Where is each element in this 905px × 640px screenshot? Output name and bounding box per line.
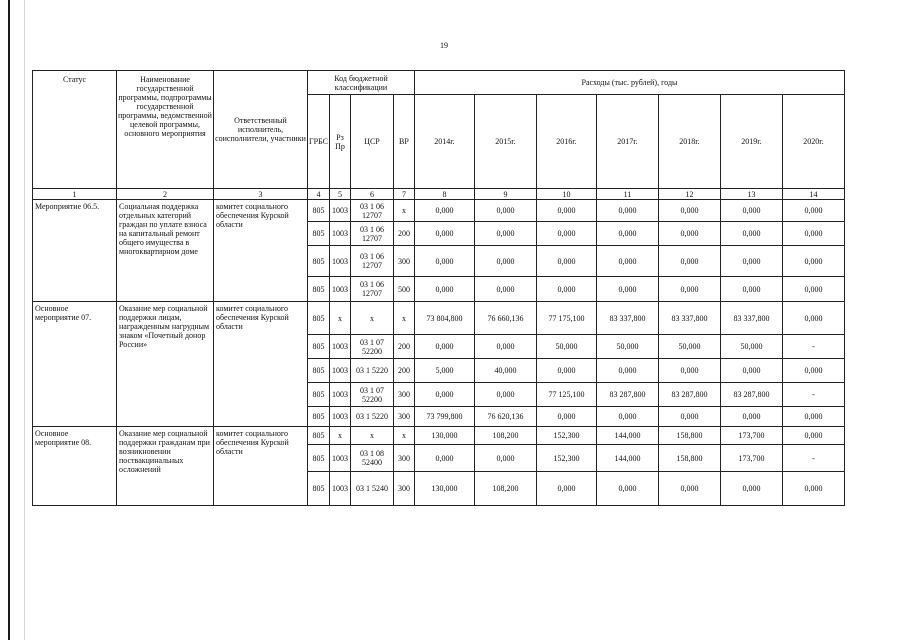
cell-amount: -: [782, 335, 844, 359]
page-edge-shadow: [24, 0, 25, 640]
cell-rzpr: x: [329, 302, 350, 335]
column-number: 6: [350, 189, 393, 200]
cell-amount: 0,000: [536, 246, 596, 277]
cell-amount: 0,000: [596, 200, 658, 222]
cell-amount: 0,000: [414, 200, 474, 222]
cell-amount: 0,000: [414, 335, 474, 359]
cell-amount: 0,000: [658, 359, 720, 383]
cell-amount: 0,000: [474, 246, 536, 277]
cell-rzpr: 1003: [329, 335, 350, 359]
header-year: 2014г.: [414, 95, 474, 189]
cell-amount: 83 287,800: [658, 383, 720, 407]
cell-amount: 173,700: [720, 445, 782, 472]
column-number: 9: [474, 189, 536, 200]
cell-amount: 0,000: [414, 246, 474, 277]
cell-amount: 0,000: [596, 407, 658, 427]
cell-csr: 03 1 5220: [350, 407, 393, 427]
cell-rzpr: 1003: [329, 246, 350, 277]
cell-csr: 03 1 5240: [350, 472, 393, 506]
cell-amount: 0,000: [474, 222, 536, 246]
cell-amount: 77 175,100: [536, 302, 596, 335]
cell-vr: x: [393, 427, 414, 445]
cell-rzpr: 1003: [329, 472, 350, 506]
cell-csr: 03 1 06 12707: [350, 200, 393, 222]
cell-amount: 0,000: [596, 222, 658, 246]
cell-amount: 108,200: [474, 472, 536, 506]
cell-amount: 83 287,800: [720, 383, 782, 407]
cell-amount: 130,000: [414, 427, 474, 445]
cell-amount: 77 125,100: [536, 383, 596, 407]
cell-vr: x: [393, 200, 414, 222]
cell-amount: 0,000: [474, 445, 536, 472]
cell-csr: 03 1 5220: [350, 359, 393, 383]
cell-csr: 03 1 07 52200: [350, 335, 393, 359]
cell-vr: 300: [393, 472, 414, 506]
cell-amount: 0,000: [782, 472, 844, 506]
cell-amount: 0,000: [720, 359, 782, 383]
cell-amount: 0,000: [536, 407, 596, 427]
cell-grbs: 805: [308, 335, 330, 359]
cell-amount: 73 804,800: [414, 302, 474, 335]
cell-amount: 83 337,800: [596, 302, 658, 335]
row-name: Оказание мер социальной поддержки лицам, награжденным нагрудным знаком «Почетный донор России»: [117, 302, 214, 427]
header-grbs: ГРБС: [308, 95, 330, 189]
cell-amount: 0,000: [658, 472, 720, 506]
cell-amount: 144,000: [596, 445, 658, 472]
cell-amount: 0,000: [658, 407, 720, 427]
cell-grbs: 805: [308, 472, 330, 506]
cell-amount: 0,000: [474, 277, 536, 302]
cell-amount: 0,000: [720, 222, 782, 246]
cell-amount: 0,000: [658, 246, 720, 277]
header-expenses-group: Расходы (тыс. рублей), годы: [414, 71, 844, 95]
cell-vr: 200: [393, 359, 414, 383]
cell-vr: 300: [393, 407, 414, 427]
cell-csr: 03 1 07 52200: [350, 383, 393, 407]
cell-amount: 0,000: [720, 246, 782, 277]
cell-vr: 300: [393, 445, 414, 472]
cell-grbs: 805: [308, 200, 330, 222]
cell-amount: 50,000: [536, 335, 596, 359]
header-name: Наименование государственной программы, подпрограммы государственной программы, ведомственной целевой программы, основного мероприятия: [117, 71, 214, 189]
cell-amount: 152,300: [536, 445, 596, 472]
cell-amount: 0,000: [782, 407, 844, 427]
cell-vr: 200: [393, 335, 414, 359]
cell-amount: 0,000: [536, 472, 596, 506]
header-rzpr: Рз Пр: [329, 95, 350, 189]
budget-table: [32, 70, 845, 506]
cell-amount: 0,000: [658, 200, 720, 222]
cell-amount: 0,000: [596, 277, 658, 302]
column-number: 11: [596, 189, 658, 200]
row-responsible: комитет социального обеспечения Курской области: [214, 200, 308, 302]
cell-amount: 0,000: [596, 472, 658, 506]
cell-grbs: 805: [308, 359, 330, 383]
page-number: 19: [440, 41, 448, 50]
column-number: 14: [782, 189, 844, 200]
cell-amount: 0,000: [720, 277, 782, 302]
cell-grbs: 805: [308, 407, 330, 427]
header-csr: ЦСР: [350, 95, 393, 189]
cell-amount: 0,000: [782, 302, 844, 335]
cell-amount: 0,000: [414, 277, 474, 302]
cell-vr: 300: [393, 383, 414, 407]
cell-amount: 50,000: [596, 335, 658, 359]
cell-amount: 0,000: [782, 200, 844, 222]
cell-amount: 50,000: [720, 335, 782, 359]
column-number: 5: [329, 189, 350, 200]
cell-amount: 0,000: [596, 359, 658, 383]
cell-amount: 0,000: [782, 277, 844, 302]
cell-amount: 0,000: [414, 222, 474, 246]
cell-amount: 0,000: [414, 445, 474, 472]
column-number: 7: [393, 189, 414, 200]
cell-csr: x: [350, 302, 393, 335]
cell-grbs: 805: [308, 383, 330, 407]
cell-csr: x: [350, 427, 393, 445]
header-year: 2018г.: [658, 95, 720, 189]
row-name: Социальная поддержка отдельных категорий граждан по уплате взноса на капитальный ремонт общего имущества в многоквартирном доме: [117, 200, 214, 302]
header-year: 2015г.: [474, 95, 536, 189]
row-responsible: комитет социального обеспечения Курской области: [214, 427, 308, 506]
cell-grbs: 805: [308, 246, 330, 277]
cell-grbs: 805: [308, 445, 330, 472]
cell-vr: 200: [393, 222, 414, 246]
cell-rzpr: 1003: [329, 222, 350, 246]
column-number: 8: [414, 189, 474, 200]
column-number: 12: [658, 189, 720, 200]
cell-csr: 03 1 06 12707: [350, 277, 393, 302]
column-number: 2: [117, 189, 214, 200]
row-status: Основное мероприятие 08.: [33, 427, 117, 506]
cell-amount: -: [782, 445, 844, 472]
header-code-group: Код бюджетной классификации: [308, 71, 415, 95]
cell-amount: 144,000: [596, 427, 658, 445]
cell-amount: 108,200: [474, 427, 536, 445]
row-status: Мероприятие 06.5.: [33, 200, 117, 302]
column-number: 1: [33, 189, 117, 200]
cell-rzpr: 1003: [329, 277, 350, 302]
cell-csr: 03 1 06 12707: [350, 246, 393, 277]
cell-amount: 0,000: [474, 383, 536, 407]
row-name: Оказание мер социальной поддержки гражданам при возникновении поствакцинальных осложнений: [117, 427, 214, 506]
cell-amount: -: [782, 383, 844, 407]
cell-amount: 0,000: [720, 200, 782, 222]
cell-rzpr: x: [329, 427, 350, 445]
cell-amount: 0,000: [782, 427, 844, 445]
cell-amount: 0,000: [414, 383, 474, 407]
cell-amount: 76 660,136: [474, 302, 536, 335]
header-responsible: Ответственный исполнитель, соисполнители, участники: [214, 71, 308, 189]
column-number: 10: [536, 189, 596, 200]
cell-amount: 76 620,136: [474, 407, 536, 427]
cell-csr: 03 1 06 12707: [350, 222, 393, 246]
cell-amount: 0,000: [782, 246, 844, 277]
cell-amount: 40,000: [474, 359, 536, 383]
table-row: [33, 427, 845, 445]
header-status: Статус: [33, 71, 117, 189]
cell-vr: x: [393, 302, 414, 335]
cell-amount: 0,000: [658, 277, 720, 302]
cell-grbs: 805: [308, 277, 330, 302]
column-number: 13: [720, 189, 782, 200]
cell-amount: 152,300: [536, 427, 596, 445]
cell-rzpr: 1003: [329, 200, 350, 222]
table-row: [33, 200, 845, 222]
cell-rzpr: 1003: [329, 445, 350, 472]
page-edge-line: [8, 0, 10, 640]
cell-vr: 300: [393, 246, 414, 277]
cell-rzpr: 1003: [329, 359, 350, 383]
cell-amount: 73 799,800: [414, 407, 474, 427]
cell-rzpr: 1003: [329, 407, 350, 427]
cell-amount: 50,000: [658, 335, 720, 359]
cell-amount: 0,000: [474, 335, 536, 359]
cell-amount: 0,000: [474, 200, 536, 222]
cell-vr: 500: [393, 277, 414, 302]
cell-amount: 83 287,800: [596, 383, 658, 407]
column-number: 3: [214, 189, 308, 200]
cell-amount: 0,000: [536, 222, 596, 246]
header-year: 2020г.: [782, 95, 844, 189]
cell-amount: 0,000: [782, 222, 844, 246]
cell-amount: 0,000: [782, 359, 844, 383]
cell-amount: 158,800: [658, 427, 720, 445]
cell-amount: 0,000: [720, 472, 782, 506]
cell-grbs: 805: [308, 302, 330, 335]
cell-grbs: 805: [308, 222, 330, 246]
cell-amount: 0,000: [658, 222, 720, 246]
cell-amount: 173,700: [720, 427, 782, 445]
header-year: 2016г.: [536, 95, 596, 189]
cell-amount: 83 337,800: [658, 302, 720, 335]
cell-amount: 0,000: [596, 246, 658, 277]
column-number: 4: [308, 189, 330, 200]
cell-csr: 03 1 08 52400: [350, 445, 393, 472]
row-status: Основное мероприятие 07.: [33, 302, 117, 427]
cell-amount: 83 337,800: [720, 302, 782, 335]
cell-amount: 130,000: [414, 472, 474, 506]
cell-amount: 0,000: [536, 359, 596, 383]
cell-rzpr: 1003: [329, 383, 350, 407]
cell-grbs: 805: [308, 427, 330, 445]
cell-amount: 0,000: [720, 407, 782, 427]
cell-amount: 5,000: [414, 359, 474, 383]
header-vr: ВР: [393, 95, 414, 189]
cell-amount: 158,800: [658, 445, 720, 472]
cell-amount: 0,000: [536, 200, 596, 222]
header-year: 2019г.: [720, 95, 782, 189]
table-row: [33, 302, 845, 335]
header-year: 2017г.: [596, 95, 658, 189]
row-responsible: комитет социального обеспечения Курской области: [214, 302, 308, 427]
cell-amount: 0,000: [536, 277, 596, 302]
